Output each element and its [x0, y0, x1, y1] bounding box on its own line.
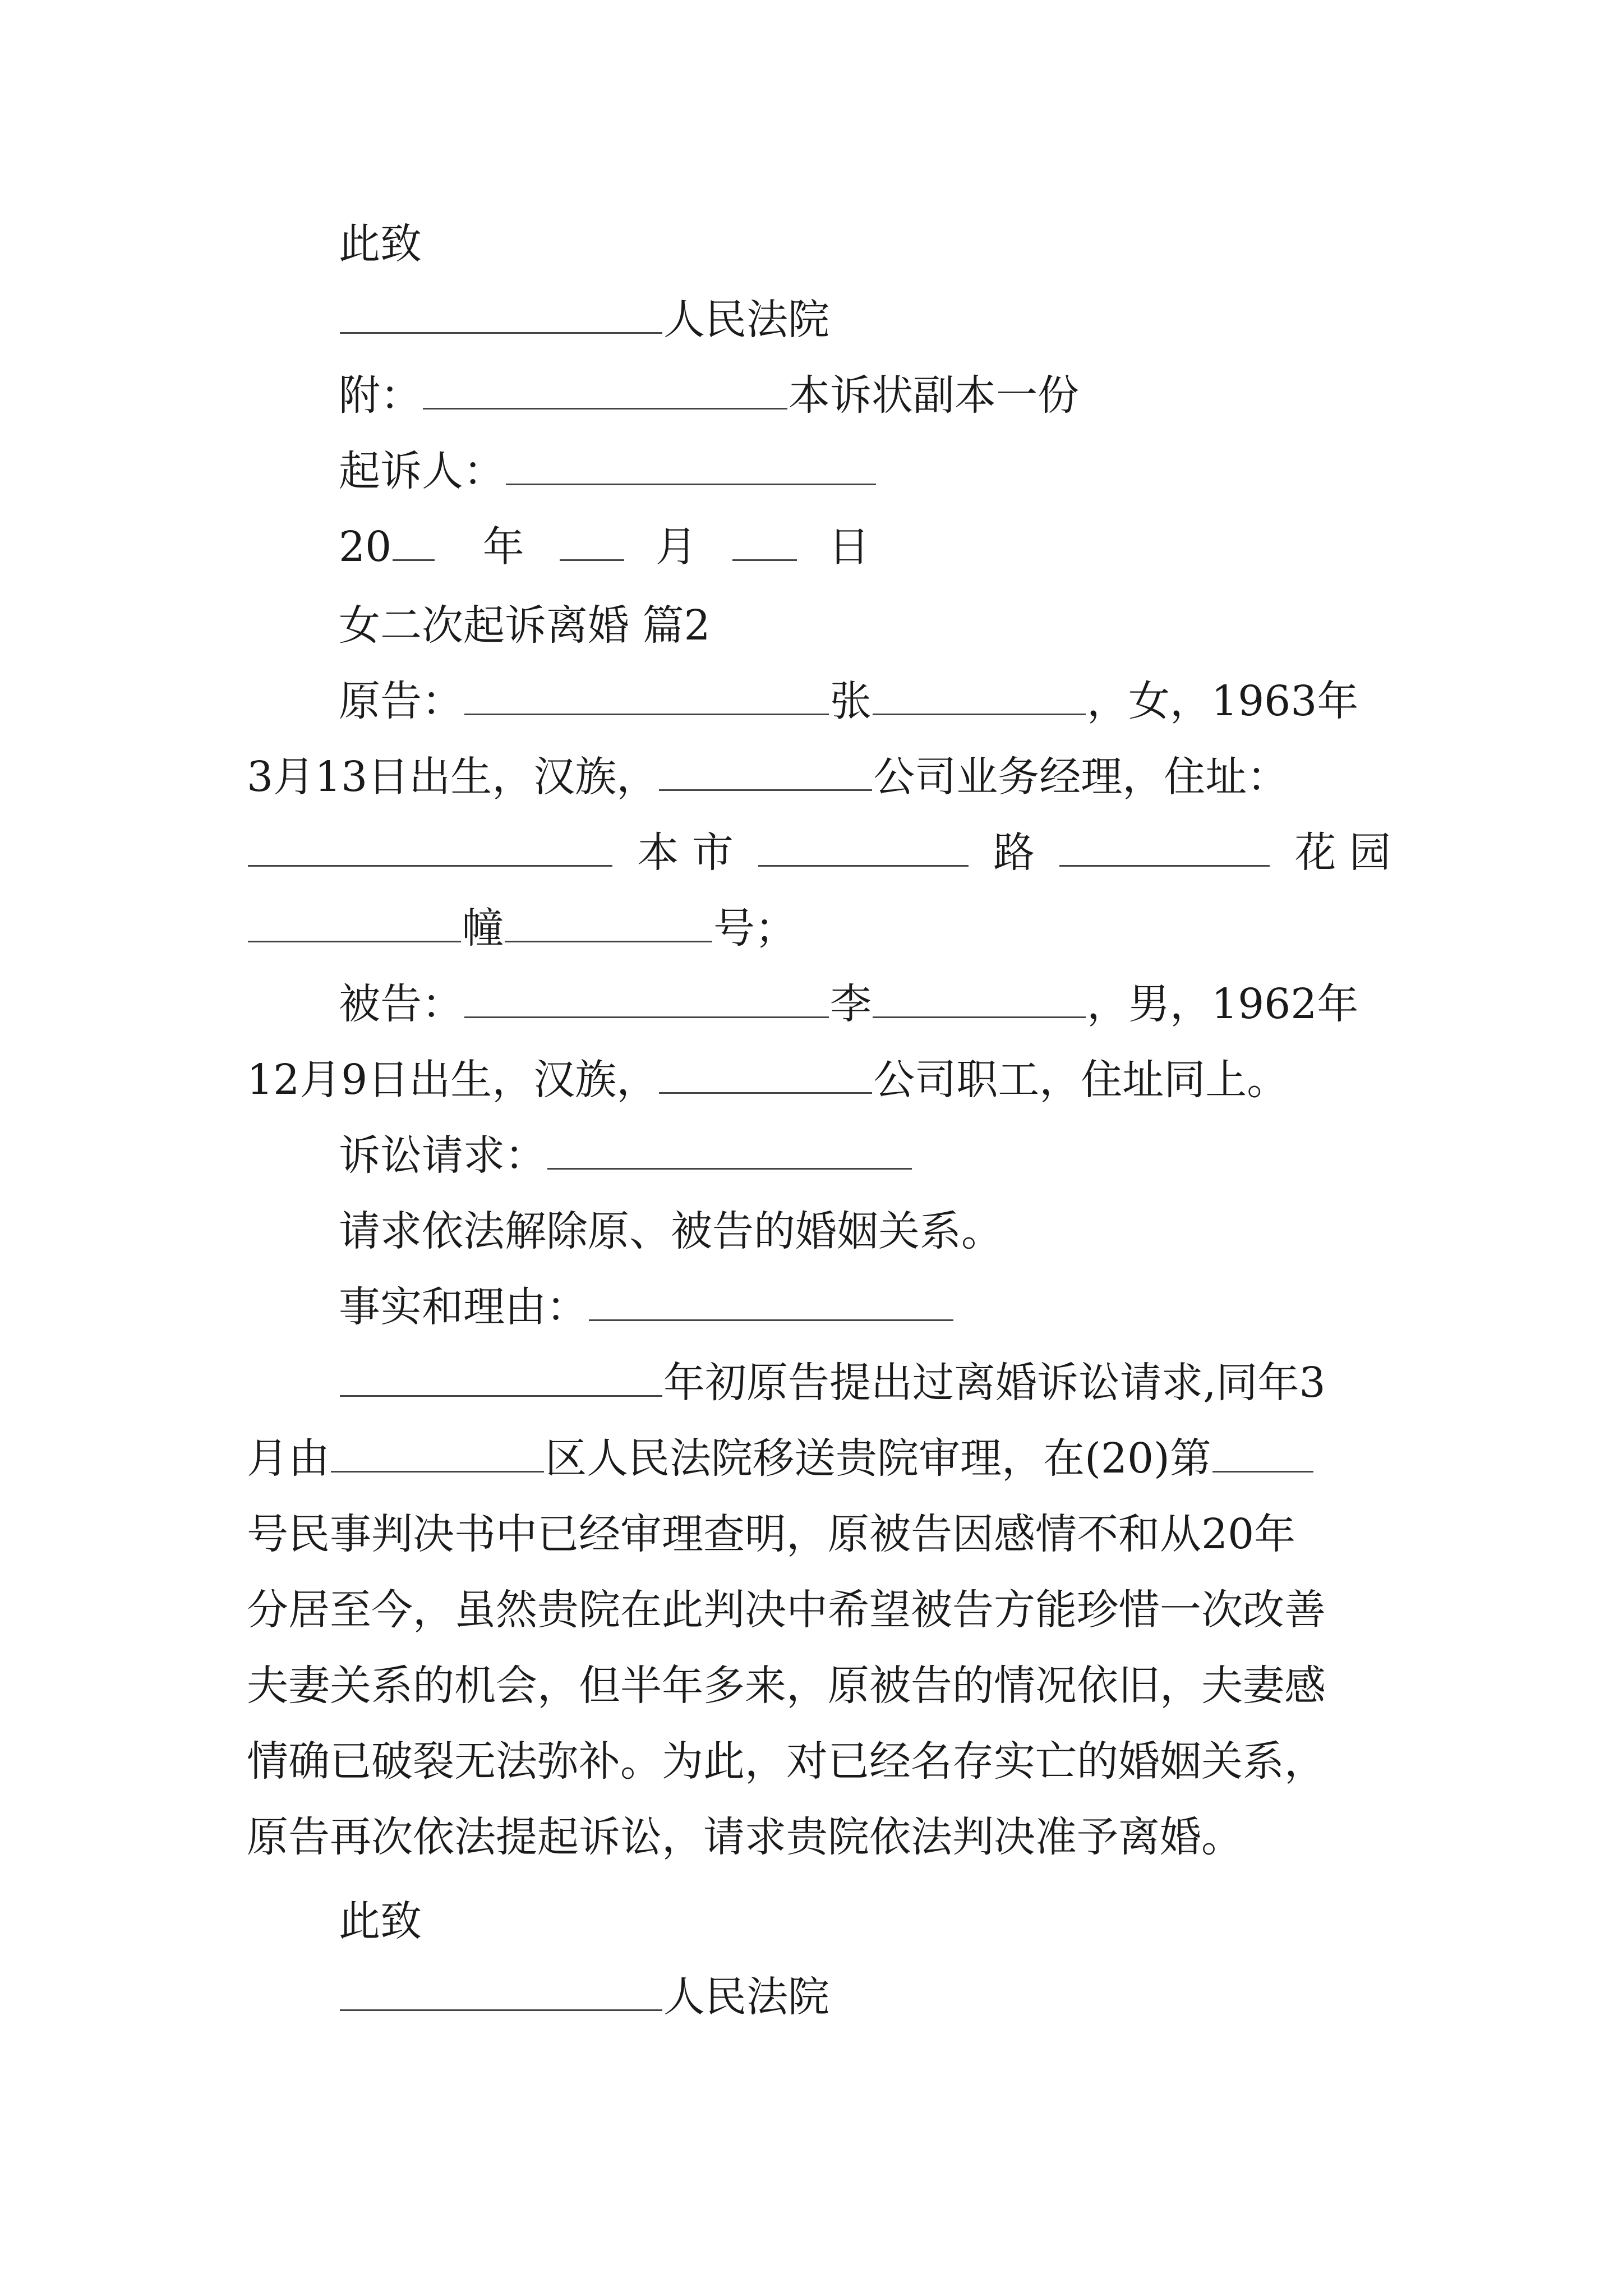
salutation-2: [339, 1893, 422, 1949]
facts-line-6: [247, 1733, 1326, 1789]
salutation-2-text: 此致: [339, 1897, 422, 1945]
address-garden: 花 园: [1294, 829, 1391, 877]
attach-text: 本诉状副本一份: [789, 371, 1079, 420]
claim-label: 诉讼请求：: [339, 1131, 546, 1180]
defendant-blank-1: [464, 982, 829, 1018]
facts-label: 事实和理由：: [339, 1283, 588, 1331]
day-blank: [732, 524, 797, 561]
attach-label: 附：: [339, 371, 422, 420]
facts-blank: [589, 1285, 953, 1321]
plaintiff-name: 张: [830, 677, 872, 725]
court-text-2: 人民法院: [663, 1973, 829, 2021]
defendant-label: 被告：: [339, 980, 463, 1028]
court-text: 人民法院: [663, 296, 829, 344]
claim-blank: [547, 1133, 912, 1170]
claim-text: 请求依法解除原、被告的婚姻关系。: [339, 1207, 1003, 1255]
defendant-occupation: 公司职工，住址同上。: [873, 1056, 1289, 1104]
address-number: 号；: [713, 904, 796, 953]
month-blank: [560, 524, 624, 561]
claim-text-line: [339, 1203, 1003, 1259]
address-blank-1: [248, 830, 612, 867]
year-label: 年: [482, 523, 524, 571]
plaintiff-sign-blank: [506, 449, 876, 485]
plaintiff-sex-birth: ，女，1963年: [1087, 677, 1359, 725]
defendant-name: 李: [830, 980, 872, 1028]
plaintiff-line-2: [247, 749, 1288, 805]
plaintiff-sign-line: [339, 443, 877, 499]
plaintiff-blank-2: [873, 679, 1086, 715]
plaintiff-address-line-2: [247, 900, 796, 956]
year-blank: [393, 524, 435, 561]
facts-text-1: 年初原告提出过离婚诉讼请求,同年3: [663, 1359, 1326, 1407]
defendant-line-1: [339, 976, 1358, 1032]
facts-text-6: 情确已破裂无法弥补。为此，对已经名存实亡的婚姻关系，: [247, 1737, 1326, 1786]
facts-text-7: 原告再次依法提起诉讼，请求贵院依法判决准予离婚。: [247, 1813, 1243, 1861]
facts-label-line: [339, 1279, 955, 1335]
defendant-sex-birth: ，男，1962年: [1087, 980, 1359, 1028]
plaintiff-address-line: [247, 825, 1391, 881]
day-label: 日: [828, 523, 870, 571]
facts-line-5: [247, 1658, 1326, 1714]
facts-text-3: 号民事判决书中已经审理查明，原被告因感情不和从20年: [247, 1510, 1296, 1558]
plaintiff-label: 原告：: [339, 677, 463, 725]
address-blank-2: [758, 830, 969, 867]
claim-label-line: [339, 1128, 913, 1184]
plaintiff-occupation: 公司业务经理，住址：: [873, 753, 1289, 801]
facts-line-4: [247, 1582, 1326, 1638]
plaintiff-line-1: [339, 673, 1358, 729]
defendant-line-2: [247, 1052, 1288, 1108]
facts-year-blank: [340, 1360, 662, 1397]
section-title-text: 女二次起诉离婚 篇2: [339, 601, 711, 650]
salutation: [339, 216, 422, 272]
date-prefix: 20: [339, 523, 392, 571]
facts-text-5: 夫妻关系的机会，但半年多来，原被告的情况依旧，夫妻感: [247, 1662, 1326, 1710]
defendant-blank-2: [873, 982, 1086, 1018]
facts-text-4: 分居至今，虽然贵院在此判决中希望被告方能珍惜一次改善: [247, 1586, 1326, 1634]
facts-line-3: [247, 1506, 1295, 1562]
address-blank-3: [1059, 830, 1270, 867]
facts-text-2b: 区人民法院移送贵院审理，在(20)第: [545, 1434, 1211, 1483]
plaintiff-sign-label: 起诉人：: [339, 447, 505, 495]
court-line: [339, 292, 829, 348]
date-line: [339, 519, 870, 575]
month-label: 月: [655, 523, 697, 571]
address-building: 幢: [462, 904, 504, 953]
court-line-2: [339, 1969, 829, 2025]
facts-line-7: [247, 1809, 1243, 1865]
address-blank-4: [248, 906, 461, 942]
defendant-birth-ethnic: 12月9日出生，汉族，: [247, 1056, 658, 1104]
address-city: 本 市: [637, 829, 734, 877]
attach-blank: [423, 373, 787, 409]
address-road: 路: [993, 829, 1035, 877]
facts-line-2: [247, 1430, 1315, 1487]
court-blank: [340, 297, 662, 334]
facts-text-2a: 月由: [247, 1434, 330, 1483]
plaintiff-blank-1: [464, 679, 829, 715]
attachment-line: [339, 367, 1079, 424]
plaintiff-company-blank: [659, 754, 872, 791]
defendant-company-blank: [659, 1057, 872, 1094]
facts-district-blank: [331, 1436, 544, 1473]
plaintiff-birth-ethnic: 3月13日出生，汉族，: [247, 753, 658, 801]
facts-line-1: [339, 1355, 1326, 1411]
court-blank-2: [340, 1975, 662, 2011]
salutation-text: 此致: [339, 220, 422, 268]
facts-case-blank: [1212, 1436, 1313, 1473]
address-blank-5: [505, 906, 712, 942]
section-title: [339, 597, 711, 654]
